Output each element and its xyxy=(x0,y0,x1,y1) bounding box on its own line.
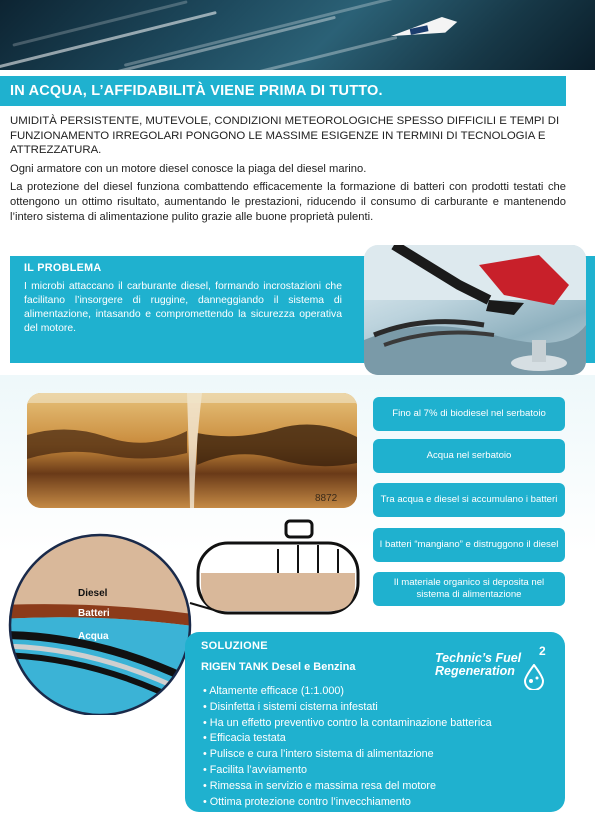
logo-superscript: 2 xyxy=(539,644,546,658)
droplet-icon xyxy=(523,664,545,690)
logo-line-2: Regeneration xyxy=(435,663,515,678)
label-batteri: Batteri xyxy=(78,608,110,619)
solution-heading: SOLUZIONE xyxy=(201,640,268,652)
stage-organic-deposit: Il materiale organico si deposita nel sistema di alimentazione xyxy=(373,572,565,606)
fuel-nozzle-illustration xyxy=(364,245,586,375)
label-acqua: Acqua xyxy=(78,631,109,642)
solution-list xyxy=(203,684,492,810)
logo-line-1: Technic’s Fuel xyxy=(435,651,522,665)
stage-bacteria-eat: I batteri “mangiano” e distruggono il diesel xyxy=(373,528,565,562)
list-item: • Efficacia testata xyxy=(203,731,492,747)
list-item: • Disinfetta i sistemi cisterna infestati xyxy=(203,700,492,716)
solution-section xyxy=(185,632,565,812)
solution-product: RIGEN TANK Desel e Benzina xyxy=(201,661,356,673)
intro-paragraph-3: La protezione del diesel funziona combattendo efficacemente la formazione di batteri con prodotti testati che ottengono un ottimo risultato, aumentando le prestazioni, riducendo il consumo di carburante e mantenendo l’intero sistema di alimentazione pulito grazie alle buone proprietà pulenti. xyxy=(10,181,566,223)
fuel-nozzle-photo xyxy=(364,245,586,375)
tfr-logo xyxy=(435,644,555,694)
tank-diesel-fill xyxy=(201,573,355,611)
hero-boat-photo xyxy=(0,0,595,70)
intro-paragraph-2: Ogni armatore con un motore diesel conosce la piaga del diesel marino. xyxy=(10,162,367,175)
page-title: IN ACQUA, L’AFFIDABILITÀ VIENE PRIMA DI TUTTO. xyxy=(0,76,566,106)
problem-text: I microbi attaccano il carburante diesel, formando incrostazioni che facilitano l’insorgere di ruggine, danneggiando il sistema di alimentazione, intasando e compromettendo la sicurezza operativa del motore. xyxy=(24,281,342,334)
problem-text-block xyxy=(24,262,342,336)
jar-label: 8872 xyxy=(315,493,338,504)
list-item: • Ottima protezione contro l’invecchiamento xyxy=(203,795,492,811)
intro-paragraph-1: UMIDITÀ PERSISTENTE, MUTEVOLE, CONDIZIONI METEOROLOGICHE SPESSO DIFFICILI E TEMPI DI FUNZIONAMENTO IRREGOLARI PONGONO LE MASSIME ESIGENZE IN TERMINI DI TECNOLOGIA E ATTREZZATURA. xyxy=(10,115,560,157)
problem-heading: IL PROBLEMA xyxy=(24,262,102,274)
logo-text xyxy=(435,652,521,677)
intro-section xyxy=(10,114,566,228)
tank-cap xyxy=(286,521,312,537)
stage-bacteria-accumulate: Tra acqua e diesel si accumulano i batteri xyxy=(373,483,565,517)
label-diesel: Diesel xyxy=(78,588,108,599)
boat-icon xyxy=(386,11,461,47)
fuel-jars-illustration xyxy=(27,393,357,508)
list-item: • Altamente efficace (1:1.000) xyxy=(203,684,492,700)
list-item: • Ha un effetto preventivo contro la contaminazione batterica xyxy=(203,716,492,732)
list-item: • Facilita l’avviamento xyxy=(203,763,492,779)
list-item: • Pulisce e cura l’intero sistema di alimentazione xyxy=(203,747,492,763)
stage-water: Acqua nel serbatoio xyxy=(373,439,565,473)
list-item: • Rimessa in servizio e massima resa del motore xyxy=(203,779,492,795)
fuel-jars-photo xyxy=(27,393,357,508)
stage-biodiesel: Fino al 7% di biodiesel nel serbatoio xyxy=(373,397,565,431)
